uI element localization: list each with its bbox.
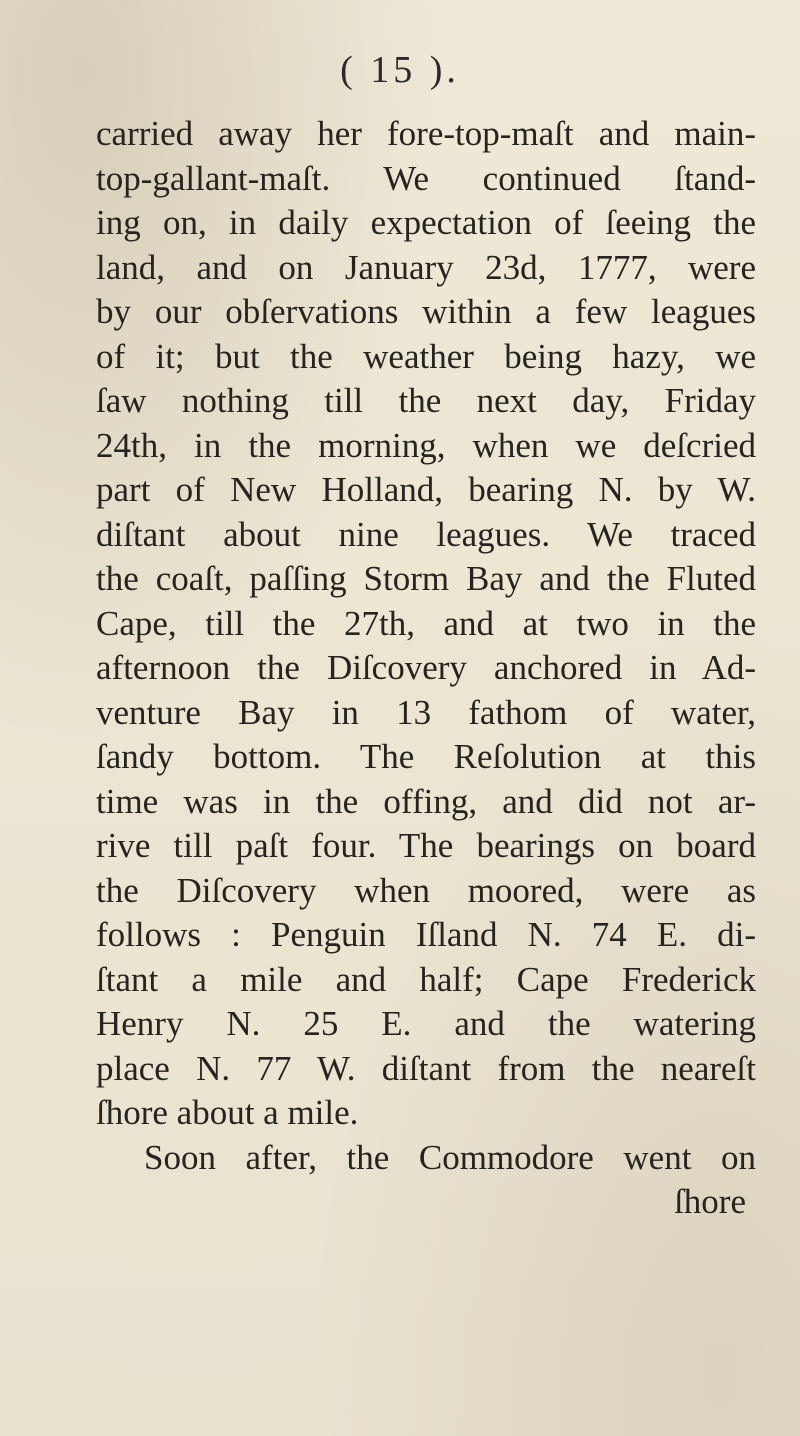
text-line: part of New Holland, bearing N. by W. bbox=[96, 470, 756, 509]
text-line: Cape, till the 27th, and at two in the bbox=[96, 603, 756, 643]
text-line: diſtant about nine leagues. We traced bbox=[96, 514, 756, 554]
body-text bbox=[96, 112, 756, 1225]
text-line: the coaſt, paſſing Storm Bay and the Fluted bbox=[96, 559, 756, 598]
text-line: ſtant a mile and half; Cape Frederick bbox=[96, 959, 756, 999]
catchword: ſhore bbox=[674, 1182, 746, 1221]
paragraph-start-line: Soon after, the Commodore went on bbox=[144, 1137, 756, 1177]
text-line: place N. 77 W. diſtant from the neareſt bbox=[96, 1048, 756, 1088]
text-line: ing on, in daily expectation of ſeeing the bbox=[96, 203, 756, 242]
text-line: the Diſcovery when moored, were as bbox=[96, 870, 756, 910]
text-line: by our obſervations within a few leagues bbox=[96, 292, 756, 331]
text-line: ſhore about a mile. bbox=[96, 1093, 359, 1132]
text-line: afternoon the Diſcovery anchored in Ad- bbox=[96, 648, 756, 687]
text-line: ſandy bottom. The Reſolution at this bbox=[96, 737, 756, 776]
text-line: venture Bay in 13 fathom of water, bbox=[96, 692, 756, 732]
text-line: top-gallant-maſt. We continued ſtand- bbox=[96, 158, 756, 198]
text-line: 24th, in the morning, when we deſcried bbox=[96, 425, 756, 465]
text-line: rive till paſt four. The bearings on board bbox=[96, 826, 756, 865]
text-line: carried away her fore-top-maſt and main- bbox=[96, 114, 756, 153]
text-line: of it; but the weather being hazy, we bbox=[96, 336, 756, 376]
text-line: ſaw nothing till the next day, Friday bbox=[96, 381, 756, 420]
text-line: time was in the offing, and did not ar- bbox=[96, 781, 756, 821]
text-line: follows : Penguin Iſland N. 74 E. di- bbox=[96, 915, 756, 954]
text-line: land, and on January 23d, 1777, were bbox=[96, 247, 756, 287]
text-line: Henry N. 25 E. and the watering bbox=[96, 1004, 756, 1043]
page-number-header: ( 15 ). bbox=[340, 49, 460, 91]
